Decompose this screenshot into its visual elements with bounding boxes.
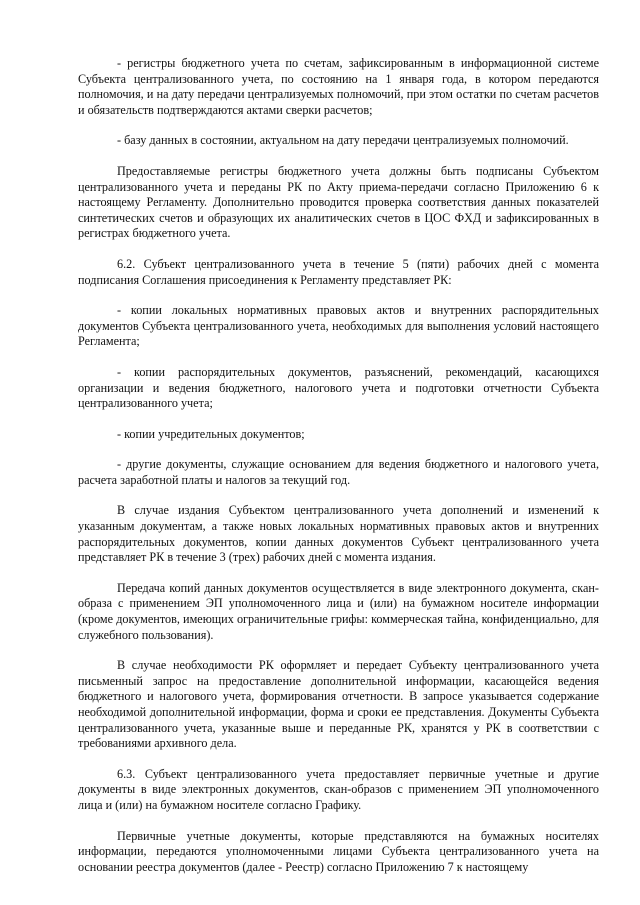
document-page [78, 56, 599, 890]
paragraph-local-acts: - копии локальных нормативных правовых актов и внутренних распорядительных документов Субъекта централизованного учета, необходимых для выполнения условий настоящего Регламента; [78, 303, 599, 349]
paragraph-other-docs: - другие документы, служащие основанием для ведения бюджетного и налогового учета, расчета заработной платы и налогов за текущий год. [78, 457, 599, 487]
paragraph-amendments: В случае издания Субъектом централизованного учета дополнений и изменений к указанным документам, а также новых локальных нормативных правовых актов и внутренних распорядительных документов, копии данных документов Субъект централизованного учета представляет РК в течение 3 (трех) рабочих дней с момента издания. [78, 503, 599, 565]
paragraph-founding-docs: - копии учредительных документов; [117, 426, 305, 441]
paragraph-registers: - регистры бюджетного учета по счетам, зафиксированным в информационной системе Субъекта централизованного учета, по состоянию на 1 января года, в котором передаются полномочия, и на дату передачи централизуемых полномочий, при этом остатки по счетам расчетов и обязательств подтверждаются актами сверки расчетов; [78, 56, 599, 117]
paragraph-registers-signed: Предоставляемые регистры бюджетного учета должны быть подписаны Субъектом централизованного учета и переданы РК по Акту приема-передачи согласно Приложению 6 к настоящему Регламенту. Дополнительно проводится проверка соответствия данных показателей синтетических счетов и образующих их аналитических счетов в ЦОС ФХД и зафиксированных в регистрах бюджетного учета. [78, 163, 599, 241]
paragraph-database: - базу данных в состоянии, актуальном на дату передачи централизуемых полномочий. [117, 133, 569, 148]
paragraph-request: В случае необходимости РК оформляет и передает Субъекту централизованного учета письменный запрос на предоставление дополнительной информации, касающейся ведения бюджетного и налогового учета, формирования отчетности. В запросе указывается содержание необходимой дополнительной информации, форма и сроки ее представления. Документы Субъекта централизованного учета, указанные выше и переданные РК, хранятся у РК в соответствии с требованиями архивного дела. [78, 658, 599, 751]
paragraph-primary-docs: Первичные учетные документы, которые представляются на бумажных носителях информации, передаются уполномоченными лицами Субъекта централизованного учета на основании реестра документов (далее - Реестр) согласно Приложению 7 к настоящему [78, 828, 599, 874]
paragraph-section-6-2: 6.2. Субъект централизованного учета в течение 5 (пяти) рабочих дней с момента подписания Соглашения присоединения к Регламенту представляет РК: [78, 256, 599, 287]
paragraph-section-6-3: 6.3. Субъект централизованного учета предоставляет первичные учетные и другие документы в виде электронных документов, скан-образов с применением ЭП уполномоченного лица и (или) на бумажном носителе согласно Графику. [78, 766, 599, 812]
paragraph-orders: - копии распорядительных документов, разъяснений, рекомендаций, касающихся организации и ведения бюджетного, налогового учета и подготовки отчетности Субъекта централизованного учета; [78, 364, 599, 411]
paragraph-transfer-copies: Передача копий данных документов осуществляется в виде электронного документа, скан-образа с применением ЭП уполномоченного лица и (или) на бумажном носителе информации (кроме документов, имеющих ограничительные грифы: коммерческая тайна, конфиденциально, для служебного пользования). [78, 580, 599, 642]
